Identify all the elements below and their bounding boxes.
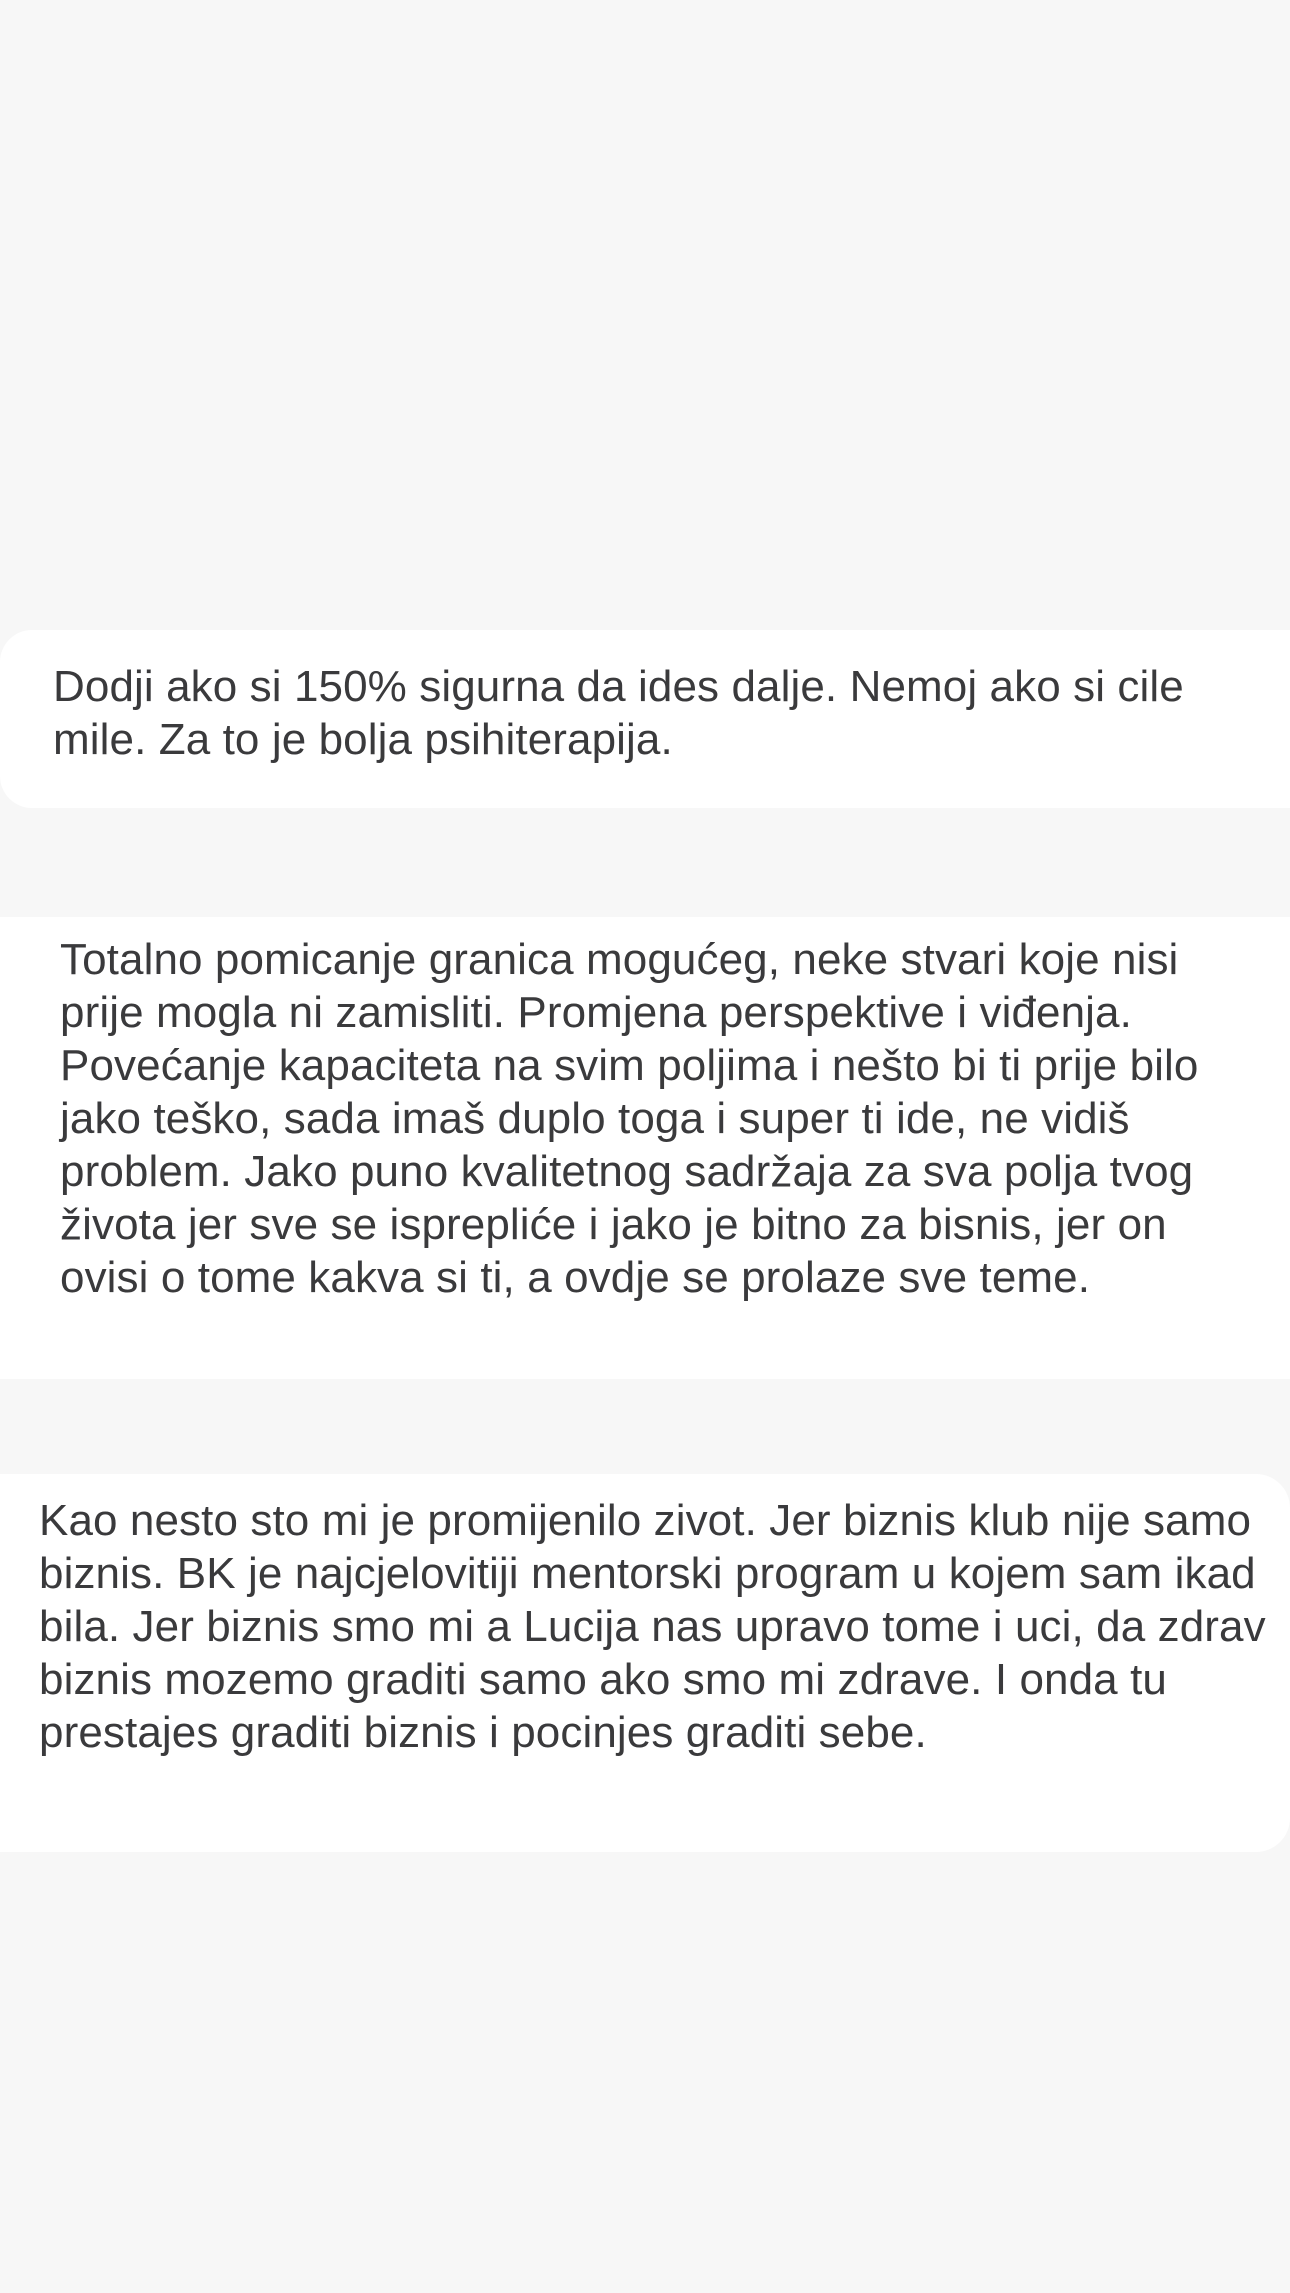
message-text-2: Totalno pomicanje granica mogućeg, neke stvari koje nisi prije mogla ni zamisliti. Promjena perspektive i viđenja. Povećanje kapaciteta na svim poljima i nešto bi ti prije bilo jako teško, sada imaš duplo toga i super ti ide, ne vidiš problem. Jako puno kvalitetnog sadržaja za sva polja tvog života jer sve se isprepliće i jako je bitno za bisnis, jer on ovisi o tome kakva si ti, a ovdje se prolaze sve teme. — [60, 935, 1199, 1302]
message-card-1 — [0, 630, 1290, 808]
message-text-3: Kao nesto sto mi je promijenilo zivot. Jer biznis klub nije samo biznis. BK je najcjelovitiji mentorski program u kojem sam ikad bila. Jer biznis smo mi a Lucija nas upravo tome i uci, da zdrav biznis mozemo graditi samo ako smo mi zdrave. I onda tu prestajes graditi biznis i pocinjes graditi sebe. — [39, 1496, 1266, 1757]
message-text-1: Dodji ako si 150% sigurna da ides dalje. Nemoj ako si cile mile. Za to je bolja psihiterapija. — [53, 662, 1184, 764]
message-card-2 — [0, 917, 1290, 1379]
message-card-3 — [0, 1474, 1290, 1852]
